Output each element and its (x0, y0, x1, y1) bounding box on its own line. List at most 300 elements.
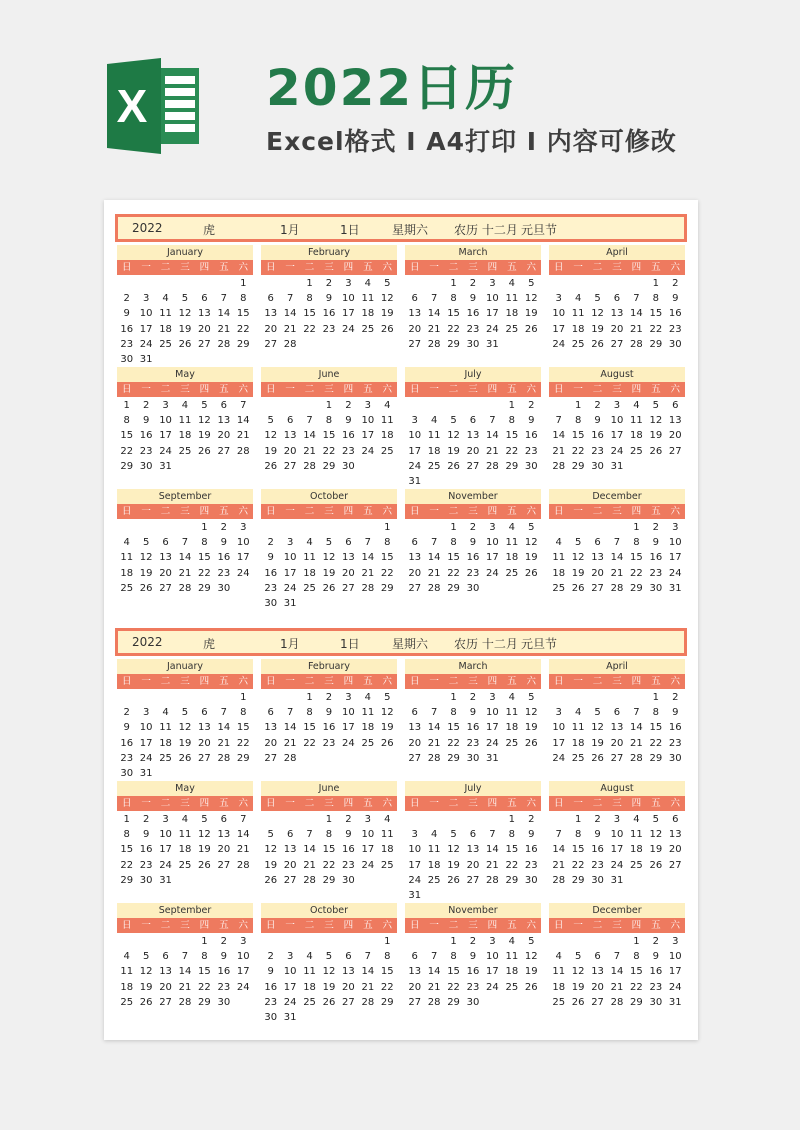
day-cell: 18 (427, 445, 441, 457)
day-cell (405, 934, 424, 949)
day-cell (405, 398, 424, 413)
day-cell: 23 (342, 445, 355, 457)
month-name: April (549, 245, 685, 260)
day-cell: 30 (524, 460, 538, 472)
weekday-label: 一 (429, 920, 439, 931)
month-calendar (549, 903, 685, 1025)
day-cell: 11 (178, 415, 192, 427)
day-cell: 17 (552, 323, 566, 335)
day-cell: 19 (322, 981, 336, 993)
day-cell: 13 (591, 966, 604, 978)
day-cell: 14 (427, 308, 441, 320)
day-cell: 9 (528, 829, 535, 841)
day-cell: 26 (447, 460, 460, 472)
day-cell: 14 (178, 966, 192, 978)
day-cell: 27 (408, 338, 422, 350)
day-cell: 30 (466, 996, 480, 1008)
weekday-label: 日 (121, 262, 132, 273)
day-cell: 18 (120, 567, 134, 579)
day-cell: 21 (552, 445, 566, 457)
day-grid (117, 520, 253, 596)
month-name: May (117, 781, 253, 796)
day-cell: 22 (571, 445, 585, 457)
day-cell: 12 (571, 966, 585, 978)
weekday-label: 三 (468, 384, 478, 395)
day-cell: 24 (408, 460, 422, 472)
day-cell (358, 520, 377, 535)
day-cell: 12 (571, 552, 585, 564)
weekday-label: 三 (180, 262, 190, 273)
day-cell (195, 690, 214, 705)
day-cell: 9 (672, 707, 679, 719)
day-cell: 8 (384, 537, 391, 549)
day-cell: 21 (427, 981, 441, 993)
weekday-label: 二 (592, 798, 603, 809)
day-cell: 8 (201, 951, 208, 963)
day-cell: 30 (217, 996, 231, 1008)
day-cell: 23 (466, 737, 480, 749)
day-cell: 1 (652, 278, 660, 289)
weekday-label: 一 (285, 262, 295, 273)
day-cell: 29 (649, 338, 663, 350)
day-cell (339, 520, 358, 535)
month-name: February (261, 245, 397, 260)
day-cell (424, 276, 443, 291)
day-cell (156, 690, 175, 705)
weekday-label: 日 (553, 262, 564, 273)
weekday-label: 四 (487, 798, 498, 809)
day-cell: 14 (427, 722, 441, 734)
day-cell: 29 (571, 460, 585, 472)
month-calendar (405, 367, 541, 489)
weekday-label: 六 (238, 506, 249, 517)
month-name: August (549, 367, 685, 382)
weekday-label: 五 (651, 920, 661, 931)
info-zodiac: 虎 (203, 223, 216, 237)
day-cell: 9 (345, 415, 352, 427)
day-cell: 1 (201, 522, 208, 533)
day-cell: 7 (633, 293, 640, 305)
day-cell: 17 (552, 737, 566, 749)
info-lunar: 农历 十二月 (454, 637, 518, 651)
day-cell: 12 (198, 415, 211, 427)
day-cell: 4 (574, 293, 582, 305)
day-cell: 23 (342, 859, 355, 871)
day-cell: 27 (342, 996, 355, 1008)
day-cell: 6 (613, 707, 621, 719)
day-cell: 26 (524, 981, 538, 993)
day-cell (117, 520, 136, 535)
day-cell: 6 (672, 400, 679, 411)
day-cell (549, 934, 568, 949)
day-cell: 9 (123, 722, 130, 734)
day-cell: 4 (633, 814, 640, 825)
day-cell: 10 (668, 951, 682, 963)
day-cell: 24 (486, 567, 499, 579)
month-calendar (549, 781, 685, 903)
month-calendar (117, 367, 253, 489)
day-cell: 29 (120, 460, 134, 472)
weekday-label: 四 (487, 920, 498, 931)
day-cell: 20 (610, 737, 624, 749)
day-cell: 11 (159, 308, 172, 320)
day-cell: 13 (217, 829, 231, 841)
weekday-header (117, 260, 253, 275)
day-cell: 19 (264, 859, 278, 871)
day-cell: 3 (555, 707, 562, 719)
day-cell: 3 (489, 692, 496, 703)
day-cell: 1 (325, 814, 333, 825)
day-cell: 5 (384, 278, 391, 289)
weekday-label: 六 (670, 384, 681, 395)
weekday-label: 四 (199, 262, 210, 273)
day-cell: 23 (591, 859, 604, 871)
day-cell: 29 (322, 460, 336, 472)
day-cell: 22 (649, 737, 663, 749)
day-cell: 17 (486, 552, 499, 564)
day-cell: 4 (162, 293, 169, 305)
day-cell: 25 (552, 582, 566, 594)
day-cell: 8 (325, 829, 333, 841)
day-cell: 10 (408, 430, 422, 442)
day-cell: 31 (283, 1011, 297, 1023)
day-cell: 25 (120, 996, 134, 1008)
day-cell: 25 (303, 582, 316, 594)
months-grid (117, 659, 685, 1025)
day-cell: 5 (325, 537, 333, 549)
day-cell: 25 (380, 445, 394, 457)
day-cell: 5 (201, 814, 208, 825)
day-grid (549, 690, 685, 766)
day-cell: 9 (325, 293, 333, 305)
month-name: March (405, 659, 541, 674)
day-cell: 29 (198, 582, 211, 594)
day-cell: 21 (610, 567, 624, 579)
weekday-label: 五 (219, 676, 229, 687)
month-calendar (261, 489, 397, 611)
day-cell: 13 (466, 844, 480, 856)
weekday-label: 一 (141, 798, 151, 809)
day-cell: 23 (322, 737, 336, 749)
day-cell: 1 (384, 522, 391, 533)
day-grid (405, 520, 541, 596)
weekday-label: 三 (324, 798, 334, 809)
weekday-label: 三 (612, 384, 622, 395)
day-cell: 14 (427, 552, 441, 564)
weekday-label: 三 (468, 262, 478, 273)
month-calendar (405, 659, 541, 781)
weekday-label: 四 (631, 676, 642, 687)
month-name: November (405, 903, 541, 918)
day-cell: 1 (574, 814, 582, 825)
weekday-label: 六 (526, 262, 537, 273)
day-cell: 19 (264, 445, 278, 457)
day-cell: 15 (303, 722, 316, 734)
day-cell: 15 (236, 722, 250, 734)
excel-logo-icon (103, 56, 203, 156)
day-cell (214, 276, 233, 291)
day-cell: 26 (649, 445, 663, 457)
day-cell: 27 (591, 582, 604, 594)
day-cell: 10 (486, 951, 499, 963)
weekday-label: 一 (429, 798, 439, 809)
day-cell: 15 (380, 966, 394, 978)
day-cell: 30 (591, 874, 604, 886)
day-cell: 28 (552, 460, 566, 472)
month-calendar (261, 659, 397, 781)
day-cell: 5 (652, 814, 660, 825)
day-cell: 10 (552, 308, 566, 320)
day-cell: 11 (120, 966, 134, 978)
day-cell: 10 (486, 537, 499, 549)
day-cell: 30 (139, 874, 153, 886)
weekday-label: 二 (304, 262, 315, 273)
day-cell: 23 (524, 445, 538, 457)
day-cell: 28 (552, 874, 566, 886)
day-cell: 15 (447, 552, 460, 564)
day-cell: 7 (613, 951, 621, 963)
day-cell: 26 (264, 874, 278, 886)
day-cell: 18 (361, 308, 375, 320)
day-cell: 12 (524, 951, 538, 963)
day-cell: 17 (486, 308, 499, 320)
day-cell: 30 (466, 752, 480, 764)
day-cell: 24 (668, 981, 682, 993)
day-cell: 18 (505, 966, 519, 978)
day-cell: 7 (306, 415, 313, 427)
day-cell: 30 (217, 582, 231, 594)
day-cell: 6 (267, 293, 274, 305)
day-cell: 5 (528, 936, 535, 947)
day-cell: 3 (240, 936, 247, 947)
weekday-label: 日 (553, 506, 564, 517)
day-cell: 9 (672, 293, 679, 305)
day-cell: 3 (411, 829, 418, 841)
weekday-label: 二 (160, 384, 171, 395)
day-cell (483, 398, 502, 413)
weekday-header (549, 674, 685, 689)
day-cell (117, 934, 136, 949)
info-month: 1月 (280, 223, 300, 237)
day-cell: 16 (120, 323, 134, 335)
day-cell: 17 (139, 737, 153, 749)
info-festival: 元旦节 (521, 637, 558, 651)
day-cell: 24 (139, 338, 153, 350)
day-cell: 1 (123, 400, 130, 411)
day-cell: 22 (303, 323, 316, 335)
weekday-label: 一 (285, 506, 295, 517)
day-cell: 18 (552, 567, 566, 579)
day-cell: 2 (142, 814, 150, 825)
day-cell: 30 (139, 460, 153, 472)
day-cell: 11 (427, 430, 441, 442)
day-cell: 21 (303, 445, 316, 457)
day-cell: 5 (528, 692, 535, 703)
day-cell: 9 (528, 415, 535, 427)
weekday-label: 二 (160, 676, 171, 687)
weekday-label: 五 (507, 384, 517, 395)
day-cell: 2 (652, 936, 660, 947)
weekday-label: 五 (507, 676, 517, 687)
day-cell: 5 (450, 829, 457, 841)
weekday-label: 日 (121, 384, 132, 395)
day-cell: 23 (668, 323, 682, 335)
day-cell (549, 276, 568, 291)
day-grid (117, 690, 253, 781)
day-cell: 21 (217, 737, 231, 749)
weekday-label: 一 (141, 384, 151, 395)
month-name: December (549, 903, 685, 918)
day-cell: 14 (610, 966, 624, 978)
day-cell: 25 (571, 338, 585, 350)
day-cell: 29 (380, 996, 394, 1008)
day-cell: 16 (322, 308, 336, 320)
day-cell: 18 (303, 567, 316, 579)
weekday-label: 六 (670, 676, 681, 687)
day-cell: 21 (630, 737, 643, 749)
weekday-label: 二 (160, 798, 171, 809)
day-cell: 6 (162, 537, 169, 549)
months-grid (117, 245, 685, 611)
day-cell: 20 (591, 567, 604, 579)
day-cell: 19 (178, 323, 192, 335)
day-cell: 31 (139, 353, 153, 365)
weekday-label: 五 (219, 920, 229, 931)
weekday-label: 二 (448, 920, 459, 931)
weekday-label: 二 (160, 920, 171, 931)
day-cell: 2 (267, 951, 274, 963)
day-cell: 30 (342, 874, 355, 886)
day-cell: 30 (668, 338, 682, 350)
day-cell: 20 (408, 981, 422, 993)
weekday-label: 二 (448, 384, 459, 395)
day-cell: 23 (264, 582, 278, 594)
weekday-label: 四 (199, 676, 210, 687)
day-cell (588, 690, 607, 705)
month-calendar (549, 659, 685, 781)
day-cell: 11 (380, 415, 394, 427)
day-cell: 27 (668, 445, 682, 457)
weekday-label: 四 (487, 506, 498, 517)
day-cell (175, 934, 194, 949)
weekday-label: 二 (304, 506, 315, 517)
day-cell: 2 (220, 936, 228, 947)
month-calendar (117, 245, 253, 367)
weekday-header (405, 504, 541, 519)
day-grid (405, 690, 541, 766)
day-cell: 28 (630, 338, 643, 350)
day-cell: 17 (610, 430, 624, 442)
day-cell: 22 (380, 567, 394, 579)
day-cell: 16 (524, 430, 538, 442)
weekday-label: 一 (141, 676, 151, 687)
day-cell (136, 520, 155, 535)
day-cell: 8 (123, 415, 130, 427)
date-info-bar (115, 628, 687, 656)
day-grid (549, 398, 685, 474)
weekday-label: 一 (573, 676, 583, 687)
day-cell: 1 (450, 278, 457, 289)
day-cell: 13 (408, 308, 422, 320)
day-cell: 18 (178, 844, 192, 856)
day-cell: 24 (486, 737, 499, 749)
day-cell: 10 (139, 308, 153, 320)
day-cell: 20 (668, 430, 682, 442)
page-header (0, 0, 800, 200)
weekday-label: 六 (238, 384, 249, 395)
day-cell: 29 (120, 874, 134, 886)
day-cell: 27 (408, 752, 422, 764)
day-cell: 3 (672, 522, 679, 533)
day-cell: 29 (505, 460, 519, 472)
day-cell: 14 (283, 308, 297, 320)
day-cell: 2 (469, 278, 477, 289)
day-cell: 22 (120, 445, 134, 457)
day-cell: 28 (283, 338, 297, 350)
day-cell: 9 (652, 951, 660, 963)
day-cell: 19 (591, 737, 604, 749)
day-cell: 15 (120, 430, 134, 442)
day-cell: 15 (303, 308, 316, 320)
day-cell: 20 (466, 445, 480, 457)
day-cell: 4 (181, 814, 189, 825)
weekday-label: 日 (121, 920, 132, 931)
day-cell: 21 (283, 737, 297, 749)
weekday-label: 三 (324, 506, 334, 517)
weekday-label: 四 (631, 384, 642, 395)
day-cell: 8 (450, 293, 457, 305)
day-grid (405, 276, 541, 352)
day-cell: 20 (466, 859, 480, 871)
day-cell: 28 (303, 874, 316, 886)
day-cell: 1 (201, 936, 208, 947)
day-cell: 7 (220, 293, 228, 305)
day-cell: 11 (178, 829, 192, 841)
day-cell: 20 (342, 567, 355, 579)
day-cell: 16 (139, 844, 153, 856)
day-cell: 11 (552, 552, 566, 564)
day-cell: 3 (411, 415, 418, 427)
day-cell: 24 (361, 445, 375, 457)
day-cell: 29 (198, 996, 211, 1008)
day-cell: 15 (505, 844, 519, 856)
day-cell: 16 (668, 308, 682, 320)
day-cell (588, 276, 607, 291)
weekday-label: 四 (199, 798, 210, 809)
day-cell: 30 (591, 460, 604, 472)
day-cell: 19 (447, 445, 460, 457)
weekday-label: 三 (468, 920, 478, 931)
day-cell: 28 (427, 752, 441, 764)
day-cell: 29 (630, 582, 643, 594)
day-cell: 12 (322, 966, 336, 978)
day-cell: 26 (571, 582, 585, 594)
month-calendar (549, 367, 685, 489)
weekday-header (549, 504, 685, 519)
day-cell: 16 (322, 722, 336, 734)
info-day: 1日 (340, 637, 360, 651)
day-cell: 15 (236, 308, 250, 320)
day-cell: 19 (571, 981, 585, 993)
weekday-header (405, 918, 541, 933)
day-cell: 21 (361, 567, 375, 579)
weekday-header (117, 796, 253, 811)
day-cell (261, 690, 280, 705)
day-cell: 19 (139, 567, 153, 579)
day-cell (607, 934, 626, 949)
day-cell (261, 276, 280, 291)
info-year: 2022 (132, 635, 163, 649)
